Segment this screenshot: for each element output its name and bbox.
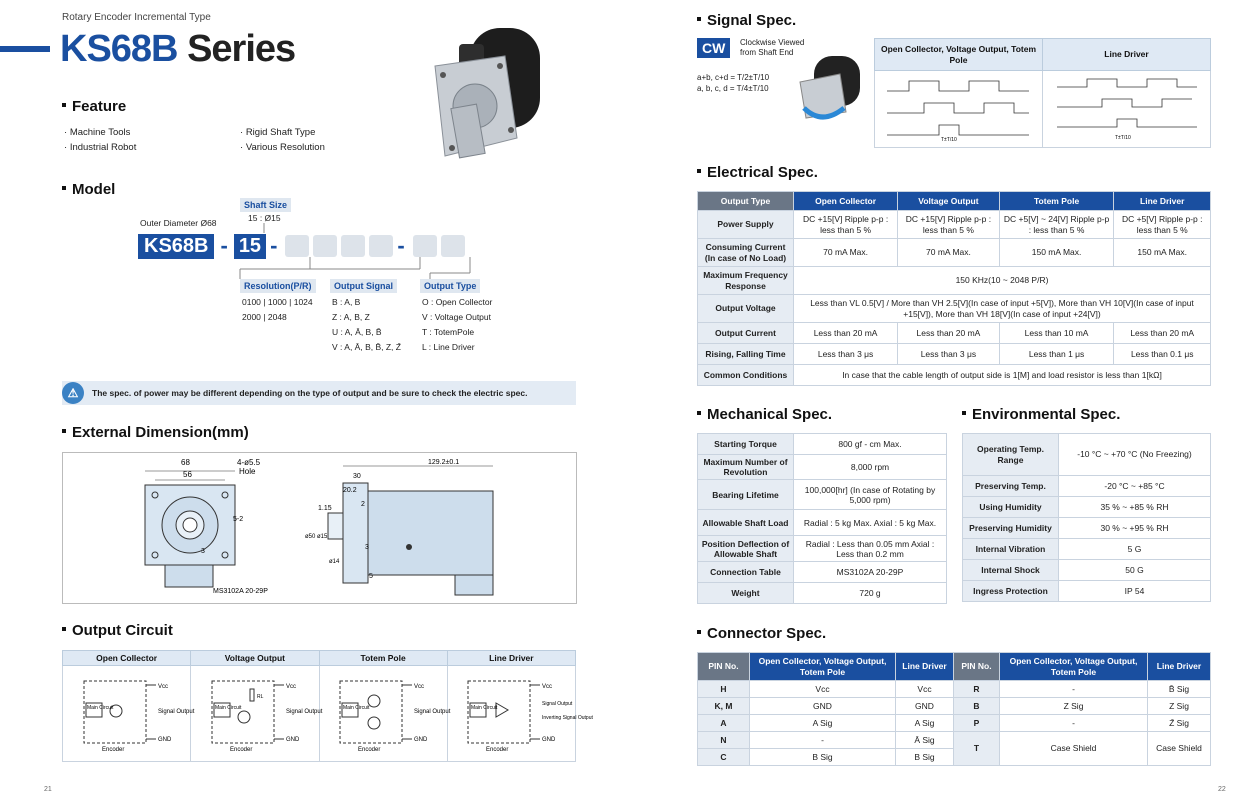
feature-heading: Feature — [62, 98, 126, 115]
conn-pin: K, M — [698, 698, 750, 715]
mech-cell: Radial : 5 kg Max. Axial : 5 kg Max. — [794, 510, 947, 536]
mech-row-head: Starting Torque — [698, 434, 794, 455]
mech-row-head: Position Deflection of Allowable Shaft — [698, 536, 794, 562]
type-val: L : Line Driver — [422, 342, 475, 352]
elec-cell: DC +5[V] ~ 24[V] Ripple p-p : less than 5 % — [999, 211, 1114, 239]
electrical-table — [697, 191, 1211, 386]
env-row-head: Internal Vibration — [963, 539, 1059, 560]
env-cell: 30 % ~ +95 % RH — [1059, 518, 1211, 539]
conn-cell: Case Shield — [1000, 732, 1148, 766]
mech-cell: 720 g — [794, 583, 947, 604]
circuit-col: Open Collector — [63, 651, 191, 666]
vcc-label: Vcc — [542, 683, 553, 690]
dim-label: MS3102A 20-29P — [213, 588, 268, 595]
res-val: 1000 — [267, 297, 287, 307]
env-cell: 50 G — [1059, 560, 1211, 581]
elec-head: Totem Pole — [999, 192, 1114, 211]
conn-cell: Vcc — [896, 681, 954, 698]
connector-table — [697, 652, 1211, 766]
conn-cell: Z Sig — [1148, 698, 1211, 715]
circuit-col: Totem Pole — [319, 651, 447, 666]
feature-item: Various Resolution — [245, 142, 325, 153]
elec-row-head: Consuming Current (In case of No Load) — [698, 239, 794, 267]
signal-label: Signal Output — [414, 708, 451, 715]
elec-cell: 150 mA Max. — [1114, 239, 1211, 267]
notice-banner — [62, 381, 576, 405]
env-cell: 5 G — [1059, 539, 1211, 560]
resolution-head: Resolution(P/R) — [240, 279, 316, 293]
signal-label: Signal Output — [157, 708, 194, 715]
res-val: 2000 — [242, 312, 261, 322]
signal-col: Open Collector, Voltage Output, Totem Pole — [875, 39, 1043, 71]
conn-head: Open Collector, Voltage Output, Totem Pole — [1000, 653, 1148, 681]
conn-cell: A Sig — [896, 715, 954, 732]
title-model: KS68B — [60, 28, 178, 70]
env-cell: IP 54 — [1059, 581, 1211, 602]
elec-cell: Less than 1 μs — [999, 344, 1114, 365]
mech-cell: 8,000 rpm — [794, 455, 947, 480]
code-dash: - — [397, 233, 405, 258]
elec-cell: 70 mA Max. — [794, 239, 898, 267]
conn-cell: Z Sig — [1000, 698, 1148, 715]
encoder-label: Encoder — [229, 746, 253, 753]
vcc-label: Vcc — [285, 683, 296, 690]
cw-desc: Clockwise Viewed from Shaft End — [740, 38, 805, 57]
elec-row-head: Rising, Falling Time — [698, 344, 794, 365]
elec-cell: In case that the cable length of output side is 1[M] and load resistor is less than 1[kΩ] — [794, 365, 1211, 386]
conn-cell: - — [1000, 681, 1148, 698]
electrical-heading: Electrical Spec. — [697, 164, 818, 181]
dim-label: ø14 — [329, 559, 340, 565]
mech-row-head: Connection Table — [698, 562, 794, 583]
elec-cell: 70 mA Max. — [898, 239, 1000, 267]
signal-heading: Signal Spec. — [697, 12, 796, 29]
elec-row-head: Maximum Frequency Response — [698, 267, 794, 295]
warning-icon: ⚠ — [62, 382, 84, 404]
code-dash: - — [270, 233, 278, 258]
sig-val: Z : A, B, Z — [332, 312, 370, 322]
circuit-table — [62, 650, 594, 762]
dim-label: ø15 — [317, 534, 328, 540]
elec-row-head: Power Supply — [698, 211, 794, 239]
shaft-size-head: Shaft Size — [240, 198, 291, 212]
resolution-values: 0100 | 1000 | 1024 2000 | 2048 — [242, 297, 313, 322]
elec-cell: Less than 0.1 μs — [1114, 344, 1211, 365]
env-cell: 35 % ~ +85 % RH — [1059, 497, 1211, 518]
env-row-head: Internal Shock — [963, 560, 1059, 581]
mechanical-heading: Mechanical Spec. — [697, 406, 832, 423]
type-val: T : TotemPole — [422, 327, 475, 337]
type-val: V : Voltage Output — [422, 312, 491, 322]
dim-label: 5-2 — [233, 516, 244, 523]
code-shaft: 15 — [234, 234, 266, 259]
dim-label: 4-ø5.5 — [237, 458, 261, 467]
conn-cell: Z̄ Sig — [1148, 715, 1211, 732]
main-circuit-label: Main Circuit — [343, 704, 370, 711]
conn-pin: P — [954, 715, 1000, 732]
page-number-left: 21 — [44, 786, 52, 793]
encoder-label: Encoder — [486, 746, 509, 753]
tt-label: T±T/10 — [1114, 135, 1131, 141]
conn-cell: Vcc — [750, 681, 896, 698]
code-dash: - — [220, 233, 228, 258]
elec-cell: Less than 10 mA — [999, 323, 1114, 344]
elec-cell: Less than VL 0.5[V] / More than VH 2.5[V](In case of input +5[V]), More than VH 10[V](In case of input +15[V]), More than VH 18[V](In case of input +24[V]) — [794, 295, 1211, 323]
output-type-values — [422, 295, 492, 355]
env-cell: -10 °C ~ +70 °C (No Freezing) — [1059, 434, 1211, 476]
env-row-head: Ingress Protection — [963, 581, 1059, 602]
tt-label: T±T/10 — [940, 137, 957, 143]
main-circuit-label: Main Circuit — [471, 704, 498, 711]
gnd-label: GND — [542, 736, 556, 743]
elec-head: Line Driver — [1114, 192, 1211, 211]
elec-head: Voltage Output — [898, 192, 1000, 211]
encoder-label: Encoder — [358, 746, 381, 753]
feature-item: Machine Tools — [69, 127, 131, 138]
dim-label: 5 — [369, 573, 373, 580]
dim-label: ø50 — [305, 534, 316, 540]
gnd-label: GND — [414, 736, 428, 743]
env-row-head: Operating Temp. Range — [963, 434, 1059, 476]
cw-rotation-photo — [796, 52, 868, 122]
conn-head: Line Driver — [1148, 653, 1211, 681]
formula: a, b, c, d = T/4±T/10 — [697, 84, 769, 93]
inverting-label: Inverting Signal Output — [542, 714, 594, 721]
conn-cell: Case Shield — [1148, 732, 1211, 766]
conn-cell: B Sig — [750, 749, 896, 766]
subtitle: Rotary Encoder Incremental Type — [62, 12, 211, 23]
signal-table — [874, 38, 1211, 148]
elec-head: Open Collector — [794, 192, 898, 211]
mechanical-table — [697, 433, 947, 604]
elec-cell: DC +5[V] Ripple p-p : less than 5 % — [1114, 211, 1211, 239]
dim-label: 56 — [183, 470, 192, 479]
env-row-head: Using Humidity — [963, 497, 1059, 518]
elec-cell: DC +15[V] Ripple p-p : less than 5 % — [898, 211, 1000, 239]
notice-text: The spec. of power may be different depending on the type of output and be sure to check the electric spec. — [92, 388, 528, 398]
mech-cell: Radial : Less than 0.05 mm Axial : Less than 0.2 mm — [794, 536, 947, 562]
elec-cell: 150 mA Max. — [999, 239, 1114, 267]
conn-head: PIN No. — [954, 653, 1000, 681]
conn-head: Open Collector, Voltage Output, Totem Pole — [750, 653, 896, 681]
conn-head: PIN No. — [698, 653, 750, 681]
conn-cell: - — [750, 732, 896, 749]
res-val: 0100 — [242, 297, 261, 307]
sig-val: U : A, Ā, B, B̄ — [332, 327, 382, 337]
conn-cell: B Sig — [896, 749, 954, 766]
conn-cell: A Sig — [750, 715, 896, 732]
conn-cell: B̄ Sig — [1148, 681, 1211, 698]
waveform-line-driver — [1043, 71, 1211, 148]
elec-row-head: Common Conditions — [698, 365, 794, 386]
waveform-standard — [875, 71, 1043, 148]
elec-row-head: Output Current — [698, 323, 794, 344]
outer-diameter-label: Outer Diameter Ø68 — [140, 218, 217, 228]
dim-label: 30 — [353, 473, 361, 480]
res-val: 1024 — [293, 297, 313, 307]
cw-badge: CW — [697, 38, 730, 58]
title-bar-accent — [0, 46, 50, 52]
model-heading: Model — [62, 181, 115, 198]
conn-pin: N — [698, 732, 750, 749]
vcc-label: Vcc — [414, 683, 425, 690]
mech-cell: MS3102A 20-29P — [794, 562, 947, 583]
dim-label: 129.2±0.1 — [428, 459, 460, 466]
sig-val: B : A, B — [332, 297, 361, 307]
elec-head: Output Type — [698, 192, 794, 211]
page-title — [60, 28, 295, 71]
elec-cell: 150 KHz(10 ~ 2048 P/R) — [794, 267, 1211, 295]
connector-heading: Connector Spec. — [697, 625, 826, 642]
circuit-col: Line Driver — [447, 651, 575, 666]
main-circuit-label: Main Circuit — [86, 704, 114, 711]
output-type-head: Output Type — [420, 279, 480, 293]
conn-cell: - — [1000, 715, 1148, 732]
dim-label: 20.2 — [343, 487, 357, 494]
circuit-line-driver — [447, 666, 594, 762]
feature-item: Industrial Robot — [69, 142, 137, 153]
conn-pin: R — [954, 681, 1000, 698]
mech-cell: 100,000[hr] (In case of Rotating by 5,000 rpm) — [794, 480, 947, 510]
conn-cell: Ā Sig — [896, 732, 954, 749]
dimension-drawing — [62, 452, 577, 604]
elec-cell: Less than 20 mA — [898, 323, 1000, 344]
mech-cell: 800 gf - cm Max. — [794, 434, 947, 455]
dim-label: 1.15 — [318, 505, 332, 512]
dimension-heading: External Dimension(mm) — [62, 424, 249, 441]
output-signal-head: Output Signal — [330, 279, 397, 293]
elec-cell: Less than 3 μs — [794, 344, 898, 365]
signal-col: Line Driver — [1043, 39, 1211, 71]
dim-label: Hole — [239, 467, 256, 476]
formula: a+b, c+d = T/2±T/10 — [697, 73, 770, 82]
output-signal-values — [332, 295, 401, 355]
signal-label: Signal Output — [285, 708, 323, 715]
environmental-table — [962, 433, 1211, 602]
dim-label: 68 — [181, 458, 190, 467]
conn-head: Line Driver — [896, 653, 954, 681]
encoder-photo — [425, 18, 580, 168]
dim-label: 3 — [365, 544, 369, 551]
elec-row-head: Output Voltage — [698, 295, 794, 323]
circuit-heading: Output Circuit — [62, 622, 173, 639]
feature-item: Rigid Shaft Type — [245, 127, 316, 138]
rl-label: RL — [256, 693, 264, 700]
elec-cell: Less than 20 mA — [1114, 323, 1211, 344]
mech-row-head: Bearing Lifetime — [698, 480, 794, 510]
feature-list-1: · Machine Tools · Industrial Robot — [64, 127, 137, 153]
env-row-head: Preserving Humidity — [963, 518, 1059, 539]
code-main: KS68B — [138, 234, 214, 259]
circuit-col: Voltage Output — [191, 651, 319, 666]
gnd-label: GND — [157, 736, 171, 743]
shaft-size-val: 15 : Ø15 — [248, 213, 281, 223]
conn-cell: GND — [896, 698, 954, 715]
mech-row-head: Allowable Shaft Load — [698, 510, 794, 536]
signal-label: Signal Output — [542, 700, 573, 707]
mech-row-head: Maximum Number of Revolution — [698, 455, 794, 480]
conn-pin: T — [954, 732, 1000, 766]
conn-pin: A — [698, 715, 750, 732]
env-cell: -20 °C ~ +85 °C — [1059, 476, 1211, 497]
dim-label: 3 — [201, 548, 205, 555]
environmental-heading: Environmental Spec. — [962, 406, 1120, 423]
conn-pin: B — [954, 698, 1000, 715]
elec-cell: Less than 3 μs — [898, 344, 1000, 365]
page-number-right: 22 — [1218, 786, 1226, 793]
type-val: O : Open Collector — [422, 297, 493, 307]
encoder-label: Encoder — [101, 746, 124, 753]
res-val: 2048 — [267, 312, 287, 322]
conn-pin: C — [698, 749, 750, 766]
elec-cell: DC +15[V] Ripple p-p : less than 5 % — [794, 211, 898, 239]
circuit-voltage-output — [191, 666, 323, 762]
model-connector-lines — [230, 223, 500, 281]
title-series: Series — [187, 28, 296, 70]
circuit-open-collector — [63, 666, 194, 762]
vcc-label: Vcc — [157, 683, 168, 690]
conn-pin: H — [698, 681, 750, 698]
mech-row-head: Weight — [698, 583, 794, 604]
elec-cell: Less than 20 mA — [794, 323, 898, 344]
env-row-head: Preserving Temp. — [963, 476, 1059, 497]
circuit-totem-pole — [319, 666, 451, 762]
feature-list-2: · Rigid Shaft Type · Various Resolution — [240, 127, 325, 153]
gnd-label: GND — [285, 736, 300, 743]
main-circuit-label: Main Circuit — [214, 704, 242, 711]
dim-label: 2 — [361, 501, 365, 508]
conn-cell: GND — [750, 698, 896, 715]
sig-val: V : A, Ā, B, B̄, Z, Z̄ — [332, 342, 401, 352]
signal-formulas — [697, 72, 769, 94]
